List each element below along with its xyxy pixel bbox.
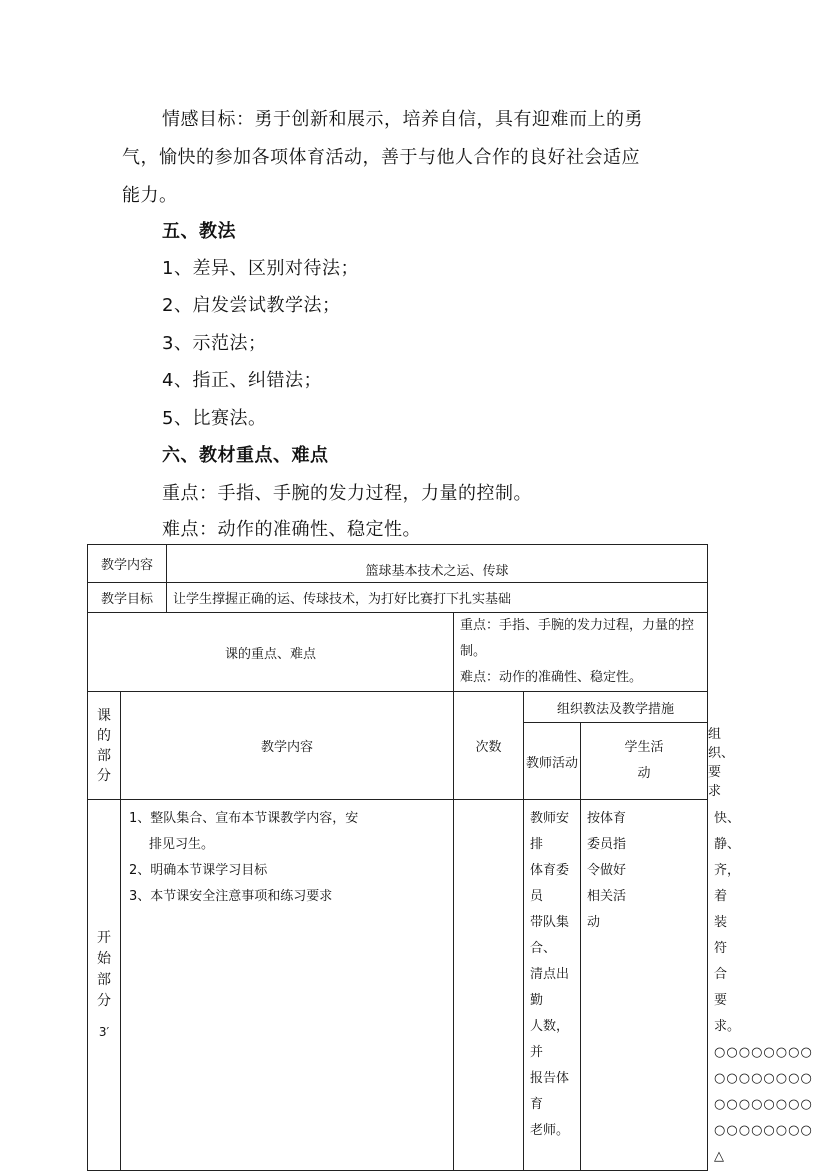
header-row-1 xyxy=(88,692,708,723)
goal-row xyxy=(88,583,708,613)
content-label: 教学内容 xyxy=(88,545,167,583)
start-part-time: 3′ xyxy=(98,1024,110,1039)
emotion-goal-line3: 能力。 xyxy=(122,185,178,206)
keypoints-line1: 重点：手指、手腕的发力过程，力量的控制。 xyxy=(460,618,695,659)
method-3: 3、示范法； xyxy=(162,333,267,354)
lesson-plan-table xyxy=(87,544,813,1171)
keypoints-row xyxy=(88,613,708,692)
keypoints-label: 课的重点、难点 xyxy=(88,613,454,692)
start-item-2: 2、明确本节课学习目标 xyxy=(129,863,268,878)
times-header: 次数 xyxy=(454,692,524,800)
methods-heading: 五、教法 xyxy=(162,221,236,242)
student-activity-header: 学生活 动 xyxy=(581,723,708,800)
method-2: 2、启发尝试教学法； xyxy=(162,295,341,316)
start-item-3: 3、本节课安全注意事项和练习要求 xyxy=(129,889,333,904)
content-row xyxy=(88,545,708,583)
keypoints-value xyxy=(454,613,708,692)
start-item-1-line2: 排见习生。 xyxy=(149,837,215,852)
start-part-label: 开 始 部 分 3′ xyxy=(88,800,121,1171)
start-part-content xyxy=(121,800,454,1171)
emotion-goal-line1: 情感目标：勇于创新和展示，培养自信，具有迎难而上的勇 xyxy=(162,109,643,130)
difficult-point: 难点：动作的准确性、稳定性。 xyxy=(162,519,421,540)
key-point: 重点：手指、手腕的发力过程，力量的控制。 xyxy=(162,483,532,504)
method-5: 5、比赛法。 xyxy=(162,408,267,429)
start-part-times xyxy=(454,800,524,1171)
part-header: 课 的 部 分 xyxy=(88,692,121,800)
start-part-row: 开 始 部 分 3′ 1、整队集合、宣布本节课教学内容，安 排见习生。 2、明确本节课学习目标 3、本节课安全注意事项和练习要求 教师安排 体育委员 带队集合、 清点出勤 人数，并 报告体育 老师。 按体育 委员指 令做好 相关活 动 快、静、齐，着装 符合要求。 ○○○○○○○○ ○○○○○○○○ ○○○○○○○○ ○○○○○○○○ △ xyxy=(88,800,708,1171)
start-item-1-line1: 1、整队集合、宣布本节课教学内容，安 xyxy=(129,811,359,826)
method-1: 1、差异、区别对待法； xyxy=(162,258,359,279)
organization-header: 组织教法及教学措施 xyxy=(524,692,708,723)
student-activity: 按体育 委员指 令做好 相关活 动 xyxy=(581,800,708,1171)
teaching-content-header: 教学内容 xyxy=(121,692,454,800)
goal-value: 让学生撑握正确的运、传球技术，为打好比赛打下扎实基础 xyxy=(167,583,708,613)
key-heading: 六、教材重点、难点 xyxy=(162,445,329,466)
content-value: 篮球基本技术之运、传球 xyxy=(167,545,708,583)
keypoints-line2: 难点：动作的准确性、稳定性。 xyxy=(460,670,643,685)
teacher-activity: 教师安排 体育委员 带队集合、 清点出勤 人数，并 报告体育 老师。 xyxy=(524,800,581,1171)
goal-label: 教学目标 xyxy=(88,583,167,613)
emotion-goal-line2: 气，愉快的参加各项体育活动，善于与他人合作的良好社会适应 xyxy=(122,147,640,168)
teacher-activity-header: 教师活动 xyxy=(524,723,581,800)
header-row-2: 教师活动 学生活 动 组织、要求 xyxy=(88,723,708,800)
method-4: 4、指正、纠错法； xyxy=(162,370,322,391)
teacher-position-icon: △ xyxy=(714,1149,725,1164)
